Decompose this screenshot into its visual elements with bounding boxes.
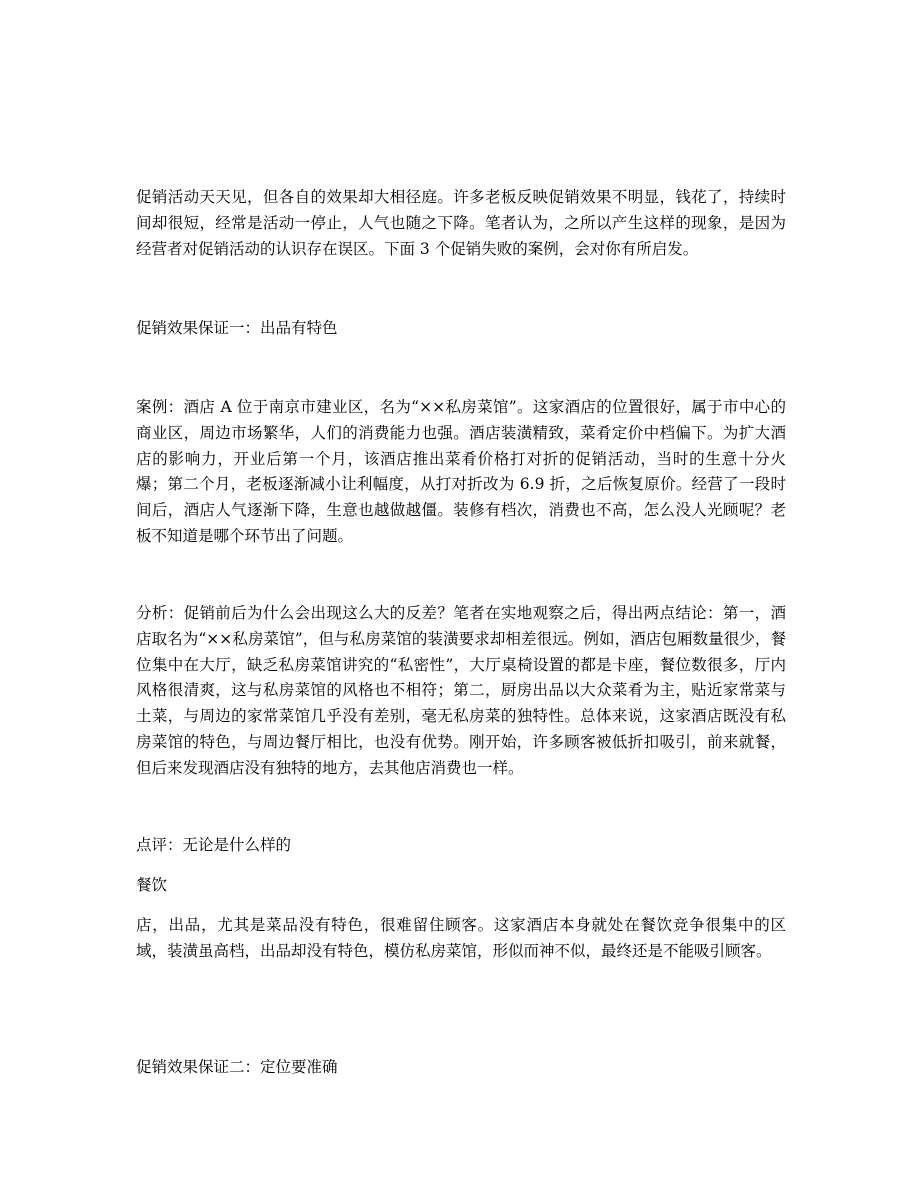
analysis-1-paragraph: 分析：促销前后为什么会出现这么大的反差？笔者在实地观察之后，得出两点结论：第一，酒店取名为“××私房菜馆”，但与私房菜馆的装潢要求却相差很远。例如，酒店包厢数量很少，餐位集中在大厅，缺乏私房菜馆讲究的“私密性”，大厅桌椅设置的都是卡座，餐位数很多，厅内风格很清爽，这与私房菜馆的风格也不相符；第二，厨房出品以大众菜肴为主，贴近家常菜与土菜，与周边的家常菜馆几乎没有差别，毫无私房菜的独特性。总体来说，这家酒店既没有私房菜馆的特色，与周边餐厅相比，也没有优势。刚开始，许多顾客被低折扣吸引，前来就餐，但后来发现酒店没有独特的地方，去其他店消费也一样。 [136,604,786,777]
section-2-heading: 促销效果保证二：定位要准确 [136,1058,338,1076]
comment-1-paragraph: 店，出品，尤其是菜品没有特色，很难留住顾客。这家酒店本身就处在餐饮竞争很集中的区域，装潢虽高档，出品却没有特色，模仿私房菜馆，形似而神不似，最终还是不能吸引顾客。 [136,916,786,960]
comment-1-keyword: 餐饮 [136,876,168,894]
intro-paragraph: 促销活动天天见，但各自的效果却大相径庭。许多老板反映促销效果不明显，钱花了，持续时间却很短，经常是活动一停止，人气也随之下降。笔者认为，之所以产生这样的现象，是因为经营者对促销活动的认识存在误区。下面 3 个促销失败的案例，会对你有所启发。 [136,188,786,258]
section-1-heading: 促销效果保证一：出品有特色 [136,319,338,337]
comment-1-heading: 点评：无论是什么样的 [136,836,292,854]
case-1-paragraph: 案例：酒店 A 位于南京市建业区，名为“××私房菜馆”。这家酒店的位置很好，属于市中心的商业区，周边市场繁华，人们的消费能力也强。酒店装潢精致，菜肴定价中档偏下。为扩大酒店的影响力，开业后第一个月，该酒店推出菜肴价格打对折的促销活动，当时的生意十分火爆；第二个月，老板逐渐减小让利幅度，从打对折改为 6.9 折，之后恢复原价。经营了一段时间后，酒店人气逐渐下降，生意也越做越僵。装修有档次，消费也不高，怎么没人光顾呢？老板不知道是哪个环节出了问题。 [136,398,786,545]
